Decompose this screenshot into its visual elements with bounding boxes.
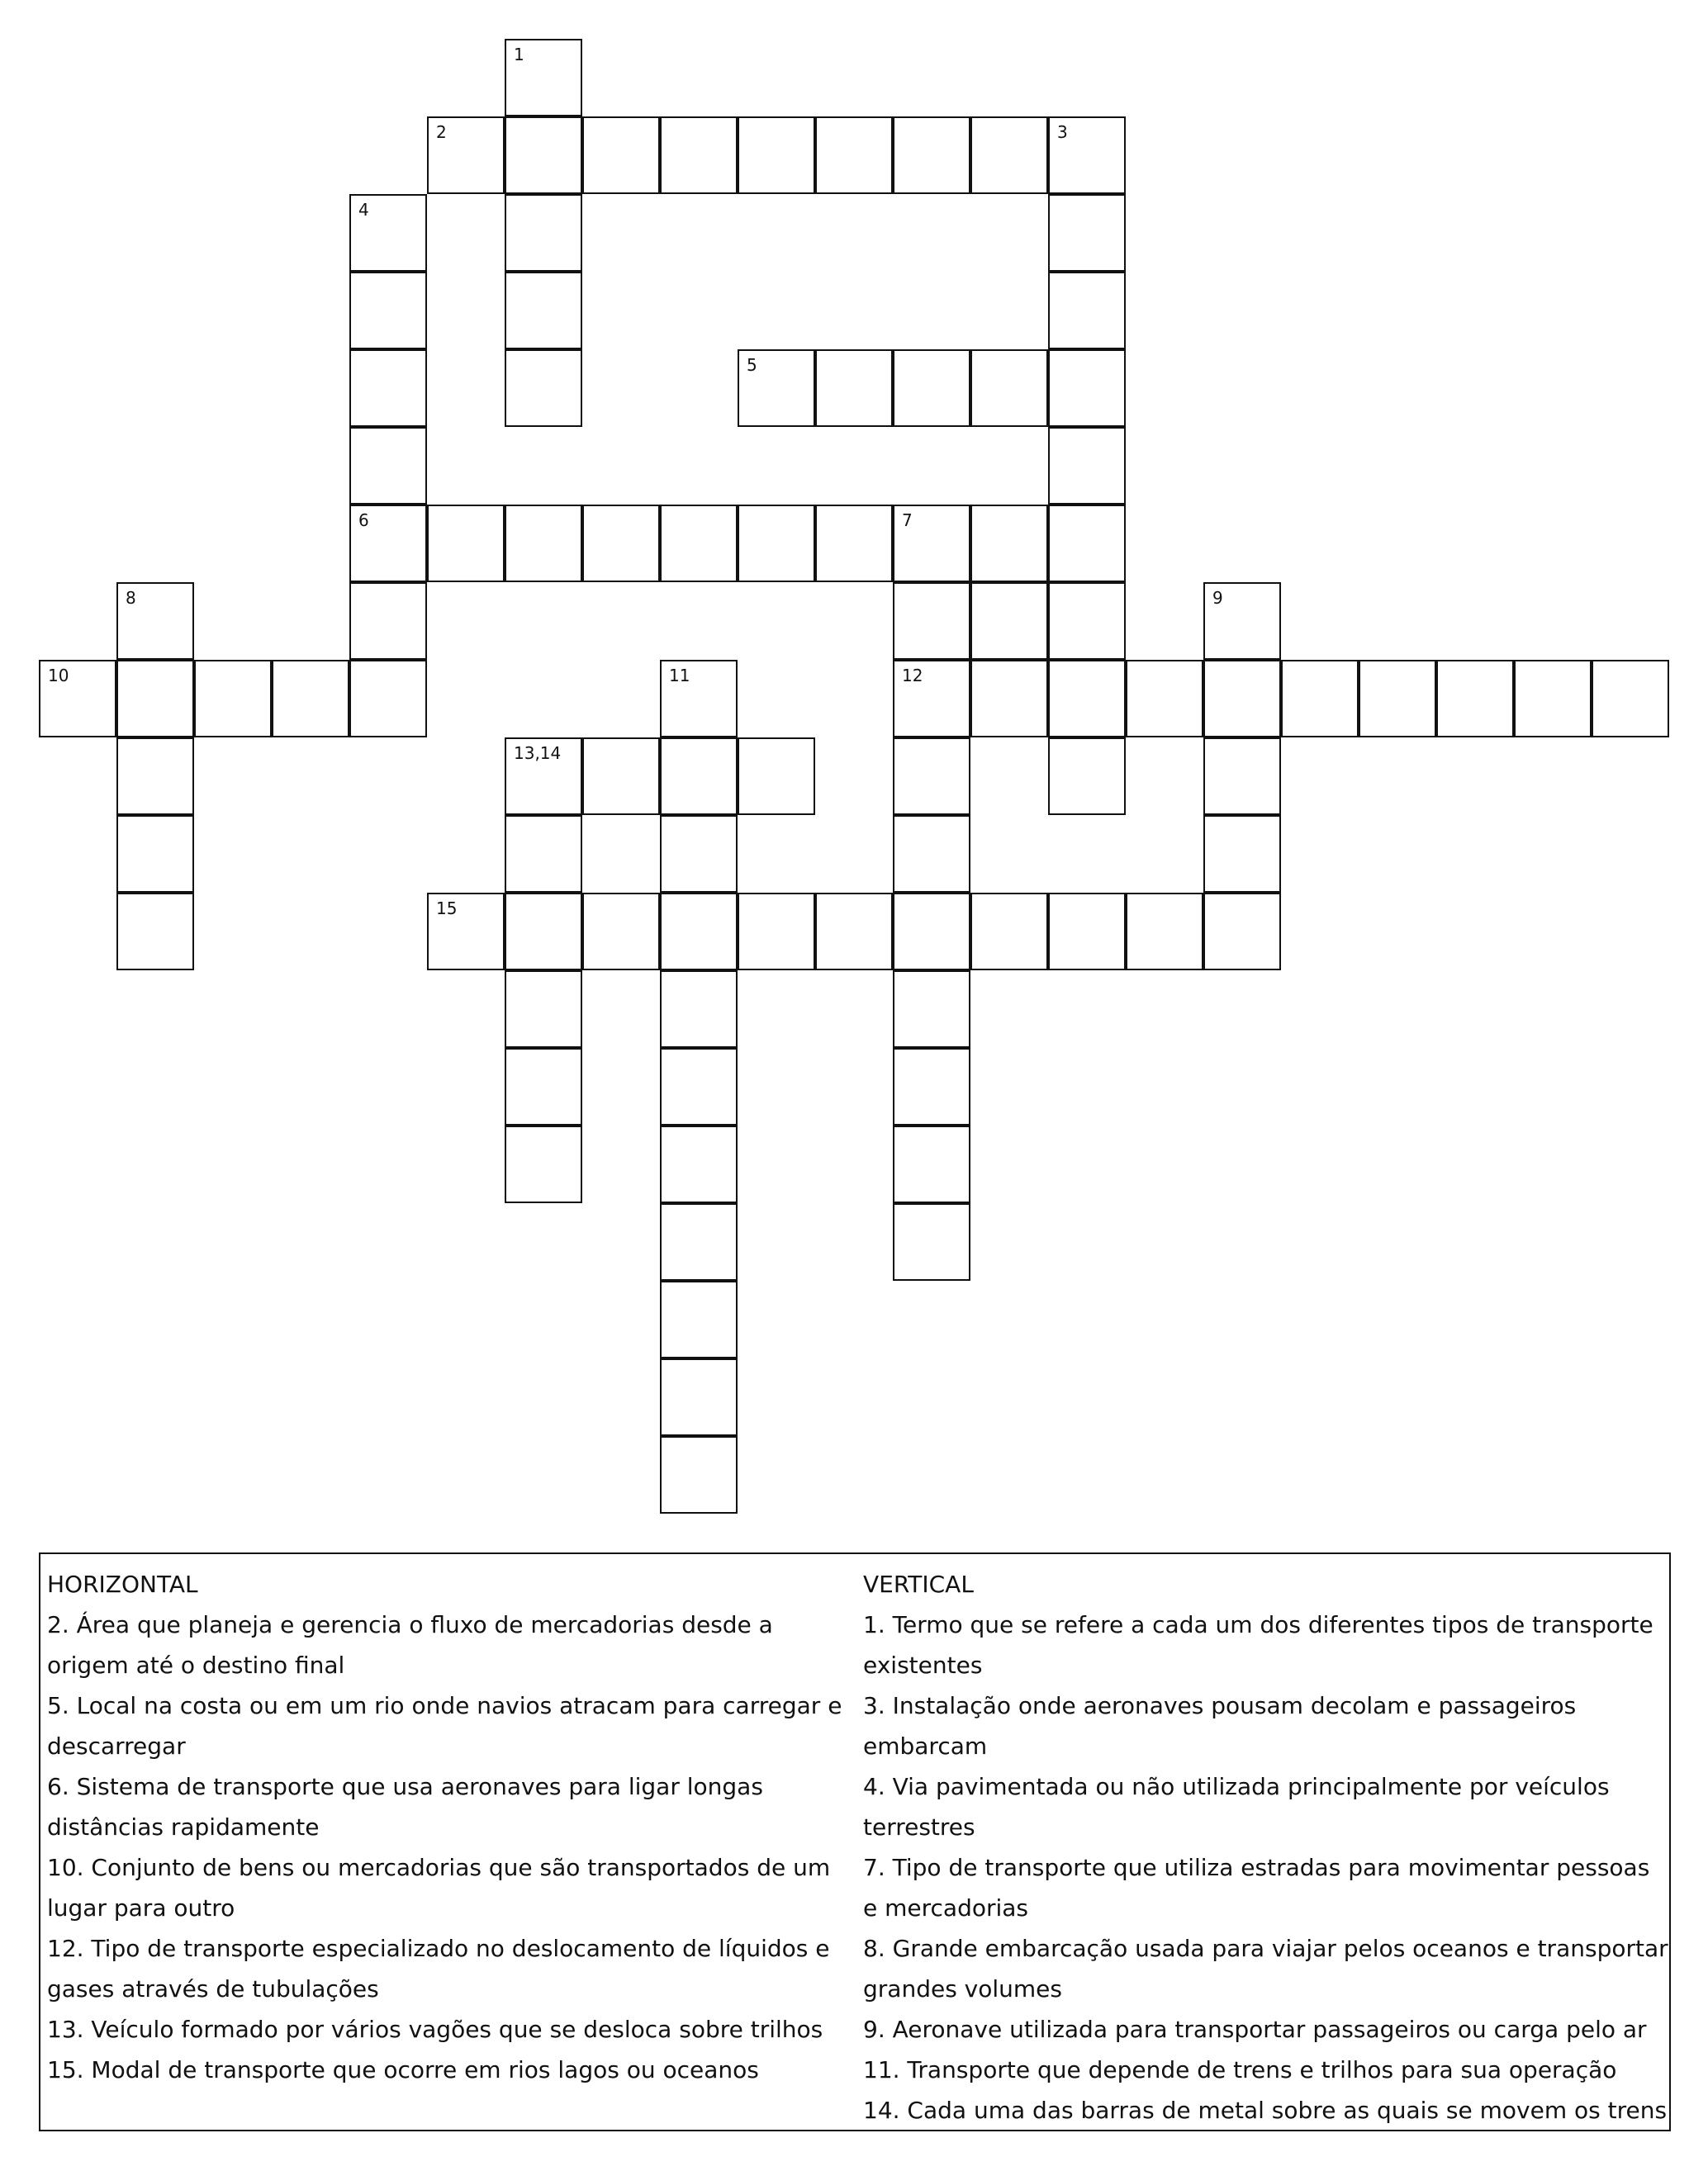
grid-cell[interactable] <box>660 815 738 893</box>
grid-cell[interactable] <box>505 505 582 582</box>
grid-cell[interactable] <box>660 1358 738 1436</box>
grid-cell[interactable] <box>349 582 427 660</box>
numbered-cell-9[interactable] <box>1203 582 1281 660</box>
grid-cell[interactable] <box>505 194 582 272</box>
clue-horizontal-13: 13. Veículo formado por vários vagões que se desloca sobre trilhos <box>47 2016 823 2043</box>
grid-cell[interactable] <box>970 660 1048 737</box>
grid-cell[interactable] <box>738 116 815 194</box>
grid-cell[interactable] <box>272 660 349 737</box>
grid-cell[interactable] <box>582 737 660 815</box>
grid-cell[interactable] <box>505 1048 582 1126</box>
numbered-cell-8[interactable] <box>116 582 194 660</box>
grid-cell[interactable] <box>505 349 582 427</box>
cell-number: 6 <box>358 510 369 530</box>
grid-cell[interactable] <box>349 272 427 349</box>
grid-cell[interactable] <box>970 116 1048 194</box>
clue-horizontal-10: 10. Conjunto de bens ou mercadorias que são transportados de um lugar para outro <box>47 1854 831 1922</box>
grid-cell[interactable] <box>893 349 970 427</box>
grid-cell[interactable] <box>660 737 738 815</box>
grid-cell[interactable] <box>815 116 893 194</box>
grid-cell[interactable] <box>660 1203 738 1281</box>
cell-number: 13,14 <box>514 743 562 763</box>
clue-horizontal-2: 2. Área que planeja e gerencia o fluxo de mercadorias desde a origem até o destino final <box>47 1611 773 1679</box>
grid-cell[interactable] <box>1048 194 1126 272</box>
numbered-cell-3[interactable] <box>1048 116 1126 194</box>
grid-cell[interactable] <box>1048 272 1126 349</box>
grid-cell[interactable] <box>1592 660 1669 737</box>
grid-cell[interactable] <box>893 1126 970 1203</box>
cell-number: 9 <box>1212 588 1223 608</box>
numbered-cell-1[interactable] <box>505 39 582 116</box>
numbered-cell-10[interactable] <box>39 660 116 737</box>
grid-cell[interactable] <box>1203 737 1281 815</box>
cell-number: 12 <box>902 666 923 685</box>
grid-cell[interactable] <box>505 815 582 893</box>
grid-cell[interactable] <box>505 116 582 194</box>
cell-number: 4 <box>358 200 369 220</box>
grid-cell[interactable] <box>660 116 738 194</box>
clue-horizontal-5: 5. Local na costa ou em um rio onde navios atracam para carregar e descarregar <box>47 1692 842 1760</box>
grid-cell[interactable] <box>815 893 893 970</box>
grid-cell[interactable] <box>815 349 893 427</box>
grid-cell[interactable] <box>738 737 815 815</box>
numbered-cell-11[interactable] <box>660 660 738 737</box>
grid-cell[interactable] <box>660 893 738 970</box>
grid-cell[interactable] <box>660 505 738 582</box>
grid-cell[interactable] <box>893 970 970 1048</box>
grid-cell[interactable] <box>1203 893 1281 970</box>
grid-cell[interactable] <box>116 660 194 737</box>
cell-number: 7 <box>902 510 913 530</box>
grid-cell[interactable] <box>349 427 427 505</box>
grid-cell[interactable] <box>1048 737 1126 815</box>
grid-cell[interactable] <box>1048 505 1126 582</box>
numbered-cell-6[interactable] <box>349 505 427 582</box>
grid-cell[interactable] <box>1048 893 1126 970</box>
grid-cell[interactable] <box>660 1281 738 1358</box>
grid-cell[interactable] <box>1048 349 1126 427</box>
clue-vertical-1: 1. Termo que se refere a cada um dos diferentes tipos de transporte existentes <box>863 1611 1653 1679</box>
clues-box <box>39 1552 1671 2131</box>
cell-number: 2 <box>436 122 447 142</box>
clue-vertical-4: 4. Via pavimentada ou não utilizada principalmente por veículos terrestres <box>863 1773 1610 1841</box>
grid-cell[interactable] <box>1126 660 1203 737</box>
grid-cell[interactable] <box>1436 660 1514 737</box>
numbered-cell-5[interactable] <box>738 349 815 427</box>
numbered-cell-7[interactable] <box>893 505 970 582</box>
cell-number: 11 <box>669 666 690 685</box>
clue-horizontal-6: 6. Sistema de transporte que usa aeronaves para ligar longas distâncias rapidamente <box>47 1773 763 1841</box>
cell-number: 5 <box>747 355 757 375</box>
numbered-cell-13[interactable] <box>505 737 582 815</box>
grid-cell[interactable] <box>1048 427 1126 505</box>
grid-cell[interactable] <box>970 505 1048 582</box>
clue-vertical-3: 3. Instalação onde aeronaves pousam decolam e passageiros embarcam <box>863 1692 1577 1760</box>
grid-cell[interactable] <box>893 116 970 194</box>
clue-vertical-11: 11. Transporte que depende de trens e trilhos para sua operação <box>863 2056 1617 2083</box>
grid-cell[interactable] <box>1281 660 1359 737</box>
numbered-cell-4[interactable] <box>349 194 427 272</box>
clue-vertical-9: 9. Aeronave utilizada para transportar passageiros ou carga pelo ar <box>863 2016 1647 2043</box>
grid-cell[interactable] <box>893 1203 970 1281</box>
grid-cell[interactable] <box>349 660 427 737</box>
grid-cell[interactable] <box>660 1436 738 1514</box>
grid-cell[interactable] <box>582 893 660 970</box>
grid-cell[interactable] <box>582 505 660 582</box>
clue-vertical-7: 7. Tipo de transporte que utiliza estradas para movimentar pessoas e mercadorias <box>863 1854 1650 1922</box>
clue-vertical-8: 8. Grande embarcação usada para viajar pelos oceanos e transportar grandes volumes <box>863 1935 1668 2003</box>
grid-cell[interactable] <box>1359 660 1436 737</box>
grid-cell[interactable] <box>505 970 582 1048</box>
grid-cell[interactable] <box>893 815 970 893</box>
horizontal-clues <box>47 1564 856 2090</box>
grid-cell[interactable] <box>1048 660 1126 737</box>
grid-cell[interactable] <box>505 893 582 970</box>
grid-cell[interactable] <box>194 660 272 737</box>
numbered-cell-12[interactable] <box>893 660 970 737</box>
grid-cell[interactable] <box>738 893 815 970</box>
vertical-heading: VERTICAL <box>863 1571 974 1598</box>
clue-vertical-14: 14. Cada uma das barras de metal sobre as quais se movem os trens <box>863 2097 1668 2124</box>
grid-cell[interactable] <box>893 893 970 970</box>
grid-cell[interactable] <box>893 737 970 815</box>
cell-number: 3 <box>1057 122 1068 142</box>
grid-cell[interactable] <box>660 1126 738 1203</box>
vertical-clues <box>863 1564 1668 2131</box>
grid-cell[interactable] <box>582 116 660 194</box>
grid-cell[interactable] <box>738 505 815 582</box>
grid-cell[interactable] <box>116 815 194 893</box>
grid-cell[interactable] <box>1203 660 1281 737</box>
grid-cell[interactable] <box>349 349 427 427</box>
grid-cell[interactable] <box>660 1048 738 1126</box>
grid-cell[interactable] <box>116 737 194 815</box>
cell-number: 8 <box>126 588 136 608</box>
grid-cell[interactable] <box>815 505 893 582</box>
cell-number: 15 <box>436 898 458 918</box>
numbered-cell-15[interactable] <box>427 893 505 970</box>
grid-cell[interactable] <box>1203 815 1281 893</box>
cell-number: 1 <box>514 45 524 64</box>
grid-cell[interactable] <box>1048 582 1126 660</box>
grid-cell[interactable] <box>893 1048 970 1126</box>
grid-cell[interactable] <box>1514 660 1592 737</box>
clue-horizontal-15: 15. Modal de transporte que ocorre em rios lagos ou oceanos <box>47 2056 759 2083</box>
grid-cell[interactable] <box>1126 893 1203 970</box>
grid-cell[interactable] <box>660 970 738 1048</box>
grid-cell[interactable] <box>505 1126 582 1203</box>
numbered-cell-2[interactable] <box>427 116 505 194</box>
grid-cell[interactable] <box>970 582 1048 660</box>
grid-cell[interactable] <box>505 272 582 349</box>
clue-horizontal-12: 12. Tipo de transporte especializado no deslocamento de líquidos e gases através de tubulações <box>47 1935 830 2003</box>
grid-cell[interactable] <box>427 505 505 582</box>
cell-number: 10 <box>48 666 69 685</box>
grid-cell[interactable] <box>893 582 970 660</box>
grid-cell[interactable] <box>116 893 194 970</box>
grid-cell[interactable] <box>970 893 1048 970</box>
horizontal-heading: HORIZONTAL <box>47 1571 198 1598</box>
grid-cell[interactable] <box>970 349 1048 427</box>
